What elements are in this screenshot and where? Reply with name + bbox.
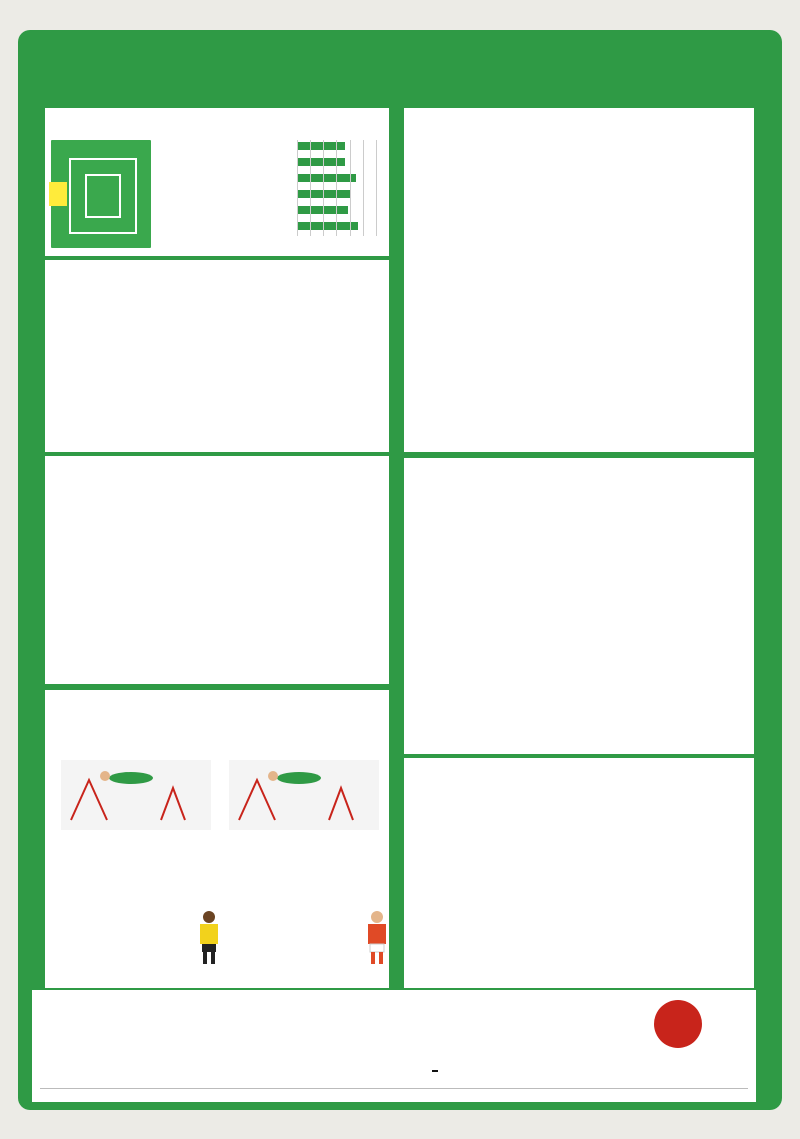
grid-line (336, 140, 337, 236)
gk-panel (45, 690, 389, 988)
ea-sports-logo (654, 1000, 702, 1048)
magazine-page (18, 30, 782, 1110)
striker-icon-red (363, 910, 389, 966)
grid-line (376, 140, 377, 236)
pitch-value-6yd (123, 182, 149, 206)
margins-panel (404, 108, 754, 452)
pitch-value-outside (49, 182, 67, 206)
time-band-bar (297, 174, 356, 182)
grid-line (363, 140, 364, 236)
time-band-bar (297, 158, 345, 166)
legal-small-print (40, 1088, 748, 1098)
grid-line (297, 140, 298, 236)
comebacks-panel (404, 758, 754, 988)
last15-panel (45, 260, 389, 452)
keeper-image-worst (229, 760, 379, 830)
grid-line (350, 140, 351, 236)
time-band-bar (297, 142, 345, 150)
grid-line (323, 140, 324, 236)
pitch-graphic (49, 138, 153, 250)
striker-icon-yellow (195, 910, 223, 966)
keeper-image-best (61, 760, 211, 830)
where-panel (45, 108, 389, 256)
pc-logo (432, 1070, 438, 1072)
headed-close-panel (45, 456, 389, 684)
records-panel (404, 458, 754, 754)
pitch-value-box (77, 182, 121, 206)
advert-panel (32, 990, 756, 1102)
grid-line (310, 140, 311, 236)
